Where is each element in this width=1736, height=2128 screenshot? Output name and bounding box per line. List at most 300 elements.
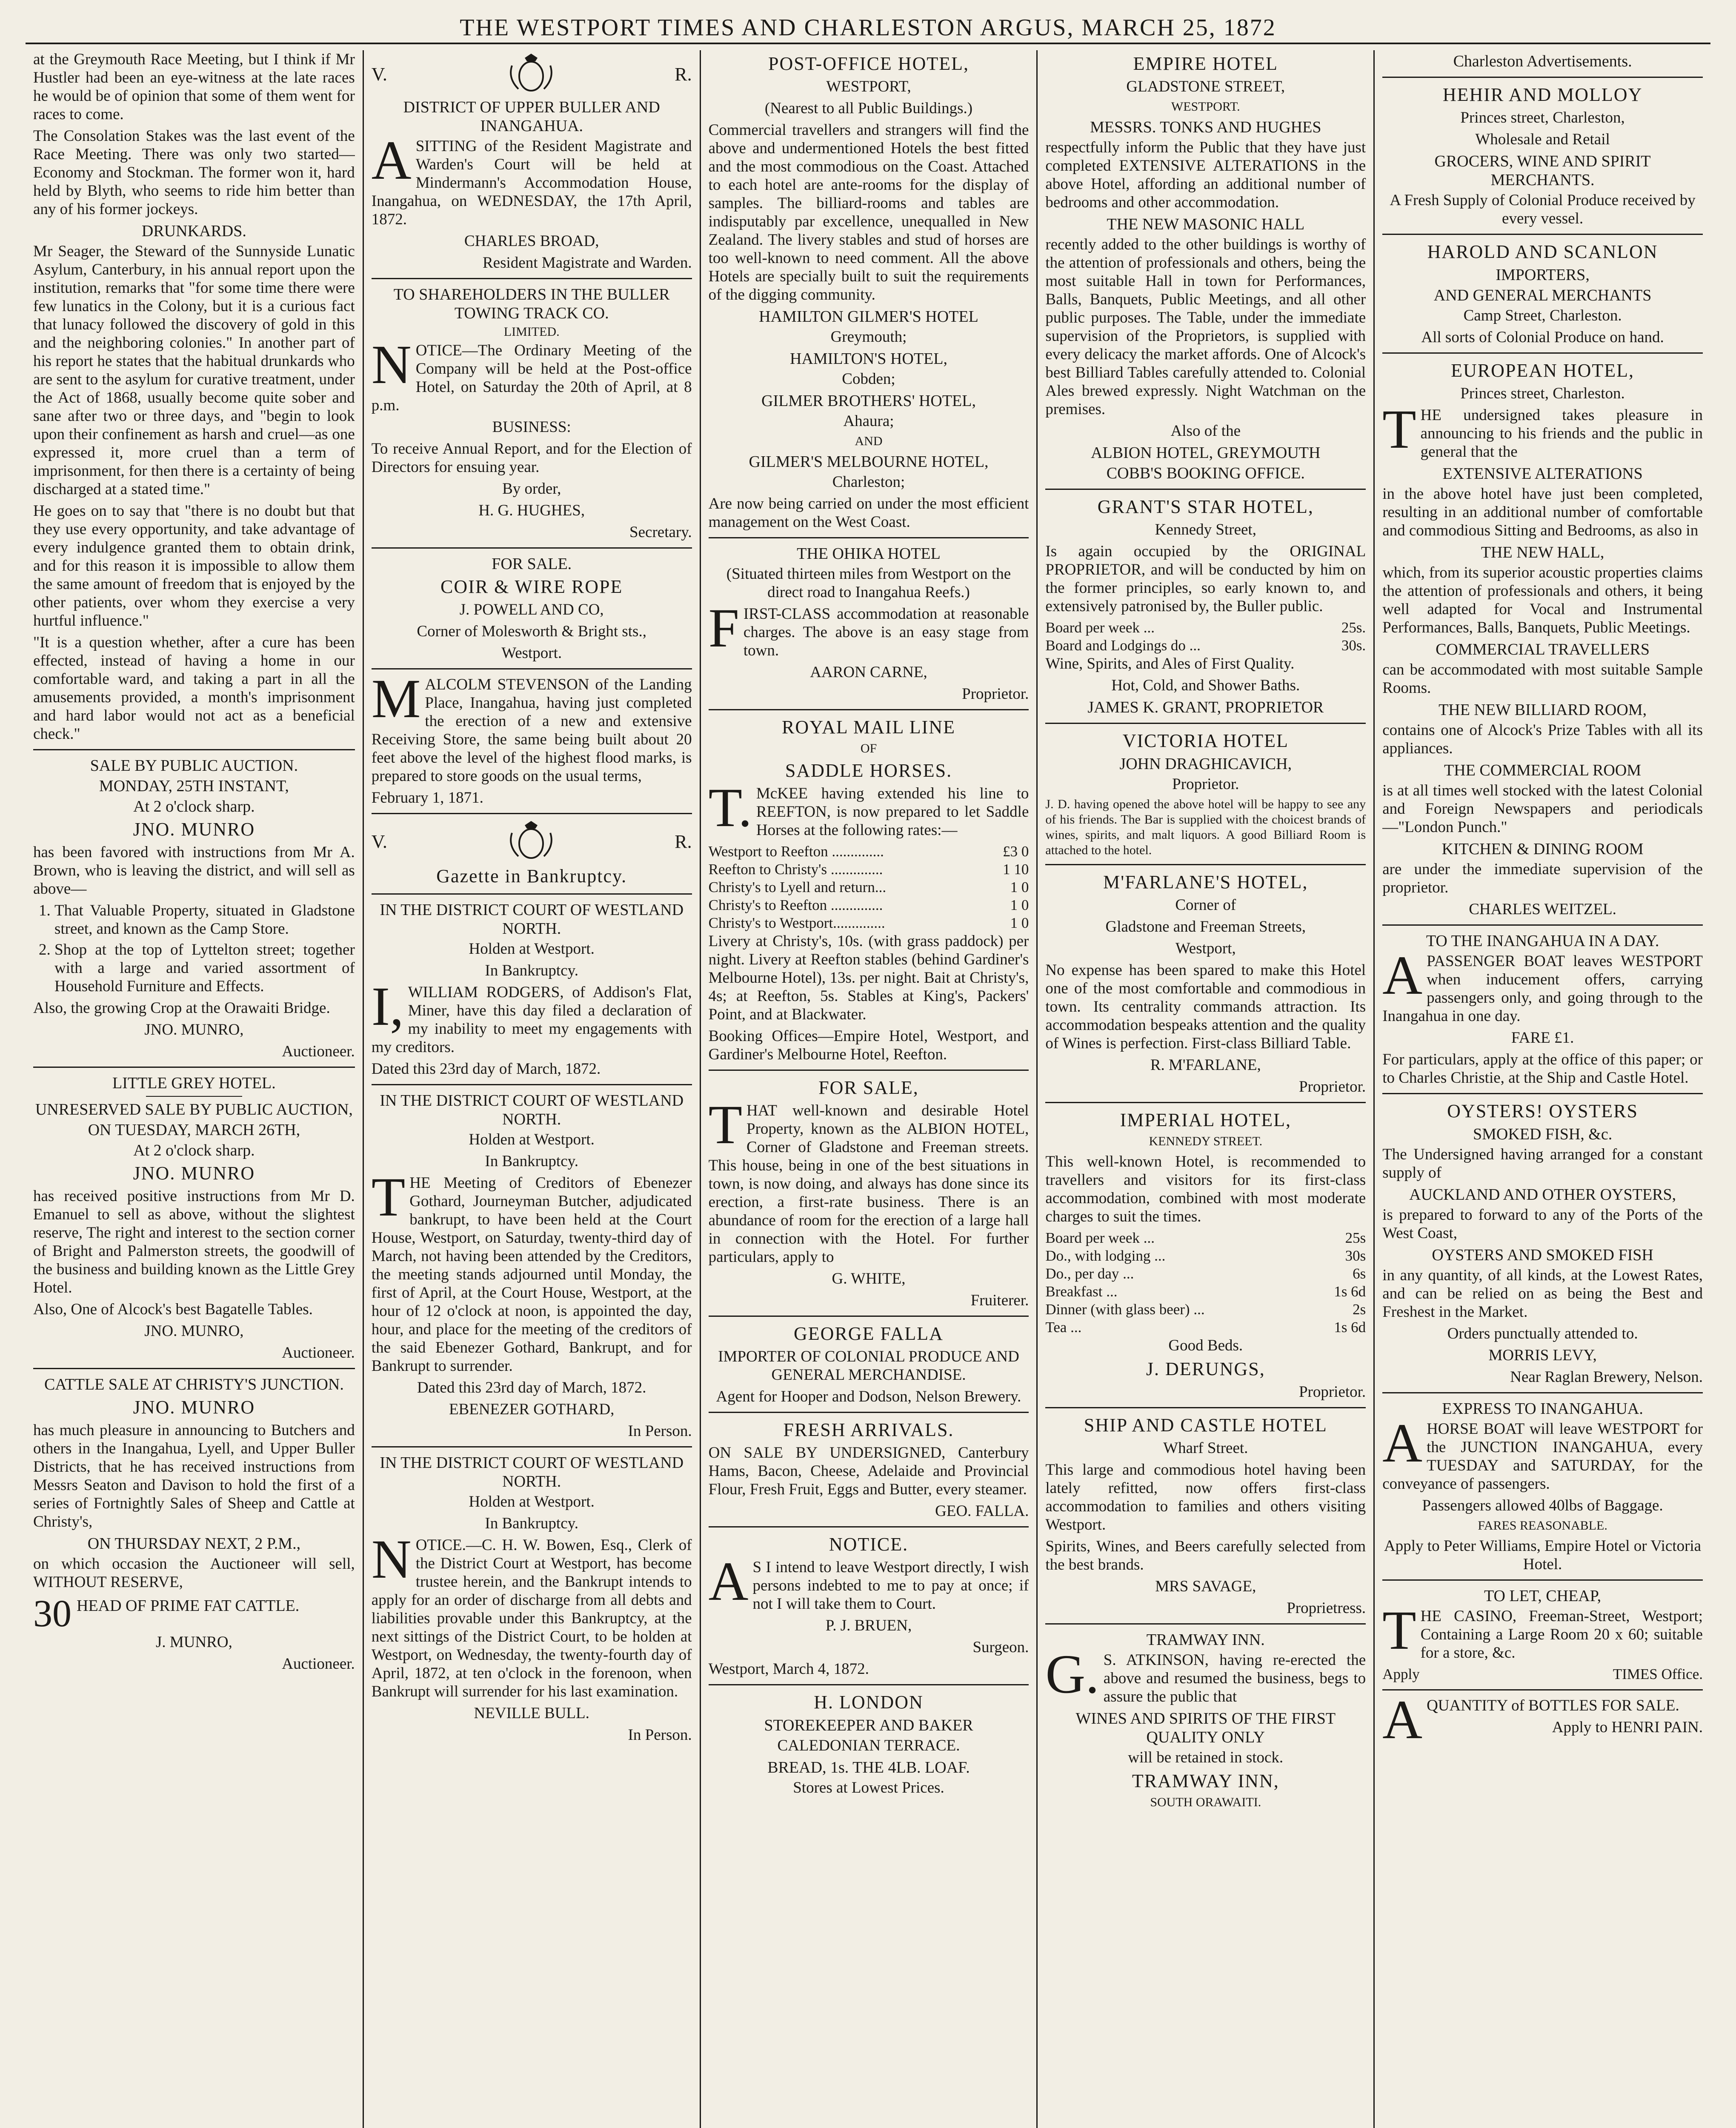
hotel-place: Cobden; [842,370,895,388]
rate-item: Board and Lodgings do ... [1045,637,1201,654]
ad-body: THE CASINO, Freeman-Street, Westport; Containing a Large Room 20 x 60; suitable for a store, &c. [1382,1600,1703,1662]
ad-town: Westport, [1175,940,1236,957]
ad-date: ON THURSDAY NEXT, 2 P.M., [87,1535,301,1553]
auction-ad [33,1074,355,1362]
rate-table [709,843,1029,932]
lot-list [33,901,355,995]
court-signature: EBENEZER GOTHARD, [449,1401,615,1418]
section-title: Gazette in Bankruptcy. [436,866,627,887]
ad-body: THE undersigned takes pleasure in announcing to his friends and the public in general that the [1382,399,1703,460]
ad-subtitle: STOREKEEPER AND BAKER [764,1716,973,1734]
auction-ad [33,756,355,1061]
ad-body: are under the immediate supervision of the proprietor. [1382,861,1703,896]
ad-body: in the above hotel have just been completed, resulting in an additional number of comfortable and commodious Sitting and Bedrooms, as also in [1382,485,1703,539]
ad-body: contains one of Alcock's Prize Tables with all its appliances. [1382,721,1703,757]
divider [1045,1407,1366,1408]
ad-body: No expense has been spared to make this Hotel one of the most comfortable and commodious in town. Its centrality commands attraction. Its accommodation bespeaks attention and the quality of Wines is perfection. First-class Billiard Table. [1045,961,1366,1052]
rate-row [1045,1247,1366,1265]
ad-title: FRESH ARRIVALS. [783,1419,954,1440]
ad-title: IMPERIAL HOTEL, [1120,1110,1291,1130]
ad-body: is prepared to forward to any of the Ports of the West Coast, [1382,1206,1703,1242]
court-held: Holden at Westport. [469,1493,595,1510]
divider [709,537,1029,538]
ad-title: ROYAL MAIL LINE [781,717,955,738]
lot-item: 1. That Valuable Property, situated in Gladstone street, and known as the Camp Store. [54,901,355,938]
divider [372,278,692,279]
rate-price: 2s [1353,1301,1366,1318]
ad-subtitle: IMPORTER OF COLONIAL PRODUCE AND GENERAL MERCHANDISE. [718,1348,1019,1384]
divider [1382,1093,1703,1094]
ad-town: WESTPORT, [826,78,911,95]
ad-body: G.S. ATKINSON, having re-erected the above and resumed the business, begs to assure the public that [1045,1644,1366,1705]
court-title: IN THE DISTRICT COURT OF WESTLAND NORTH. [380,1092,684,1128]
ad-signature: MORRIS LEVY, [1488,1347,1597,1364]
ad-body: ON SALE BY UNDERSIGNED, Canterbury Hams, Bacon, Cheese, Adelaide and Provincial Flour, Fresh Fruit, Eggs and Butter, every steamer. [708,1444,1029,1498]
rate-route: Westport to Reefton .............. [708,843,884,860]
rate-price: 30s [1345,1247,1366,1264]
ad-role: Auctioneer. [282,1043,355,1060]
ad-body: will be retained in stock. [1128,1749,1284,1766]
auctioneer-name: JNO. MUNRO [133,819,255,840]
ad-title: HAROLD AND SCANLON [1427,241,1658,262]
ad-subtitle: (Situated thirteen miles from Westport on the direct road to Inangahua Reefs.) [726,565,1011,601]
column-5 [1373,50,1710,2128]
ad-of: OF [860,741,877,755]
ad-signature: JNO. MUNRO, [144,1021,244,1038]
ad-headline: OYSTERS AND SMOKED FISH [1432,1246,1653,1264]
ad-body: This large and commodious hotel having been lately refitted, now offers first-class accommodation to families and others visiting Westport. [1045,1461,1366,1533]
ad-town: Westport. [501,644,562,662]
ad-headline: COIR & WIRE ROPE [440,576,623,597]
ad-time: At 2 o'clock sharp. [133,798,255,815]
lot-description: HEAD OF PRIME FAT CATTLE. [77,1597,300,1615]
ad-body: Apply to Peter Williams, Empire Hotel or Victoria Hotel. [1384,1537,1702,1573]
ad-headline: EXTENSIVE ALTERATIONS [1442,465,1643,483]
lot-line [33,1595,355,1633]
rate-row [1045,1265,1366,1283]
ad-title: GEORGE FALLA [794,1323,944,1344]
rate-price: 1s 6d [1334,1283,1366,1300]
royal-arms [372,820,692,863]
ad-body: recently added to the other buildings is worthy of the attention of professionals and others, being the most suitable Hall in town for Performances, Balls, Banquets, Public Meetings, and all other public purposes. The Table, under the immediate supervision of the Proprietors, is supplied with every delicacy the market affords. One of Alcock's best Billiard Tables carefully attended to. Colonial Ales brewed expressly. Night Watchman on the premises. [1045,236,1366,418]
divider [1382,1689,1703,1690]
rate-row [1045,1301,1366,1319]
ad-title: EMPIRE HOTEL [1133,53,1278,74]
divider [1382,352,1703,354]
masthead-title: THE WESTPORT TIMES AND CHARLESTON ARGUS, MARCH 25, 1872 [460,14,1276,41]
divider [1382,77,1703,78]
divider [1045,489,1366,490]
rate-route: Christy's to Lyell and return... [708,879,887,895]
rate-price: 1 10 [1003,861,1029,878]
ad-body: APASSENGER BOAT leaves WESTPORT when inducement offers, carrying passengers only, and going through to the Inangahua in one day. [1382,945,1703,1025]
notice-title: DISTRICT OF UPPER BULLER AND INANGAHUA. [403,98,660,135]
ad-headline: THE NEW HALL, [1481,543,1604,561]
article-paragraph: He goes on to say that "there is no doubt but that they use every opportunity, and take advantage of every indulgence granted them to obtain drink, and for this reason it is impossible to allow them the same amount of freedom that is enjoyed by the other patients, over whom they exercise a very hurtful influence." [33,502,355,629]
ad-role: Auctioneer. [282,1344,355,1361]
ad-role: Proprietor. [1298,1078,1366,1095]
ad-body: can be accommodated with most suitable Sample Rooms. [1382,661,1703,697]
ad-body: The Undersigned having arranged for a constant supply of [1382,1146,1703,1181]
ad-body: T.McKEE having extended his line to REEFTON, is now prepared to let Saddle Horses at the following rates:— [708,777,1029,839]
vr-left: V. [371,831,387,852]
divider [709,709,1029,710]
section-header: Charleston Advertisements. [1453,52,1632,70]
ad-title: SHIP AND CASTLE HOTEL [1084,1415,1327,1436]
ad-title: TRAMWAY INN. [1146,1631,1265,1649]
divider [709,1526,1029,1527]
divider [33,749,355,750]
divider [372,1446,692,1447]
hotel-line: HAMILTON'S HOTEL, [790,350,947,368]
divider [33,1067,355,1068]
rate-item: Board per week ... [1045,1230,1155,1246]
court-sub: In Bankruptcy. [485,962,578,979]
ad-office: TIMES Office. [1613,1666,1703,1682]
court-body: THE Meeting of Creditors of Ebenezer Gothard, Journeyman Butcher, adjudicated bankrupt, to have been held at the Court House, Westport, on Saturday, twenty-third day of March, not having been attended by the Creditors, the meeting stands adjourned until Monday, the first of April, at the Court House, Westport, at the hour of 12 o'clock at noon, is appointed the day, hour, and place for the meeting of the creditors of the said Ebenezer Gothard, Bankrupt, and for Bankrupt to surrender. [371,1167,692,1375]
ad-apply-row [1382,1665,1703,1683]
divider [709,1316,1029,1317]
rate-route: Christy's to Reefton .............. [708,897,883,913]
columns [26,50,1710,2128]
ad-body: All sorts of Colonial Produce on hand. [1421,329,1664,346]
notice-body: ASITTING of the Resident Magistrate and Warden's Court will be held at Mindermann's Accommodation House, Inangahua, on WEDNESDAY, the 17th April, 1872. [371,130,692,228]
ad-title: OYSTERS! OYSTERS [1447,1101,1638,1121]
ad-role: Proprietor. [962,685,1029,703]
ad-headline: WINES AND SPIRITS OF THE FIRST QUALITY ONLY [1075,1710,1336,1746]
notice-label: BUSINESS: [492,418,571,436]
rate-row [1045,637,1366,655]
ad-body: Booking Offices—Empire Hotel, Westport, and Gardiner's Melbourne Hotel, Reefton. [708,1027,1029,1063]
rate-price: 25s [1345,1230,1366,1246]
rate-row [1045,1319,1366,1336]
ad-title: POST-OFFICE HOTEL, [768,53,969,74]
ad-signature: G. WHITE, [832,1270,906,1287]
notice-byorder: By order, [502,480,561,498]
ad-title: HEHIR AND MOLLOY [1442,84,1643,105]
ad-title: H. LONDON [814,1692,924,1713]
ad-body: Is again occupied by the ORIGINAL PROPRIETOR, and will be conducted by him on the former principles, so early known to, and extensively patronised by, the Buller public. [1045,543,1366,615]
rate-item: Breakfast ... [1045,1283,1118,1300]
ad-role: Surgeon. [972,1639,1029,1656]
ad-title: EXPRESS TO INANGAHUA. [1442,1400,1643,1418]
notice-role: Secretary. [629,523,692,541]
divider [709,1070,1029,1071]
rate-price: 1 0 [1010,879,1029,895]
divider [1382,234,1703,235]
ad-signature: GEO. FALLA. [935,1502,1029,1520]
ad-subtitle: (Nearest to all Public Buildings.) [764,100,973,117]
ad-subtitle: UNRESERVED SALE BY PUBLIC AUCTION, [35,1101,353,1118]
ad-body: Good Beds. [1168,1337,1243,1354]
hotel-and: AND [855,434,883,448]
divider [1045,864,1366,865]
ad-headline: THE COMMERCIAL ROOM [1444,761,1642,779]
ad-body: Livery at Christy's, 10s. (with grass paddock) per night. Livery at Reefton stables (behind Gardiner's Melbourne Hotel), 13s. per night. Bait at Christy's, 4s; at Reefton, 5s. Stables at King's, Packers' Point, and at Blackwater. [708,932,1029,1023]
court-signature: NEVILLE BULL. [474,1705,589,1722]
divider [372,547,692,549]
ad-title: TO LET, CHEAP, [1484,1587,1602,1605]
column-1 [26,50,363,2128]
race-paragraph: The Consolation Stakes was the last event of the Race Meeting. There was only two started—Economy and Stockman. The former won it, hard held by Blyth, who seems to ride him better than any of his former jockeys. [33,127,355,218]
ad-body: J. D. having opened the above hotel will be happy to see any of his friends. The Bar is supplied with the choicest brands of wines, spirits, and malt liquors. A good Billiard Room is attached to the hotel. [1045,797,1366,857]
rate-price: 25s. [1341,619,1366,636]
ad-name: TRAMWAY INN, [1132,1770,1279,1791]
ad-title: EUROPEAN HOTEL, [1451,360,1635,381]
court-sub: In Bankruptcy. [485,1153,578,1170]
rate-row [1045,619,1366,637]
vr-left: V. [371,63,387,85]
court-title: IN THE DISTRICT COURT OF WESTLAND NORTH. [380,1454,684,1490]
notice-title: TO SHAREHOLDERS IN THE BULLER TOWING TRACK CO. [393,286,670,322]
rate-price: 30s. [1341,637,1366,654]
rate-price: £3 0 [1003,843,1029,860]
divider [1382,924,1703,926]
rate-item: Board per week ... [1045,619,1155,636]
ad-title: CATTLE SALE AT CHRISTY'S JUNCTION. [44,1376,344,1393]
ad-street: Kennedy Street, [1155,521,1256,538]
divider [372,813,692,814]
ad-title: VICTORIA HOTEL [1122,730,1289,751]
rate-row [709,914,1029,932]
divider [372,893,692,895]
ad-firm: J. POWELL AND CO, [459,601,604,618]
ad-date: ON TUESDAY, MARCH 26TH, [88,1121,300,1139]
divider [1382,1579,1703,1581]
ad-body: Orders punctually attended to. [1447,1325,1638,1342]
ad-apply: Apply to HENRI PAIN. [1552,1719,1703,1736]
notice-body: NOTICE—The Ordinary Meeting of the Company will be held at the Post-office Hotel, on Saturday the 20th of April, at 8 p.m. [371,334,692,414]
hotel-line: GILMER'S MELBOURNE HOTEL, [749,453,989,471]
ad-fares: FARES REASONABLE. [1478,1519,1607,1533]
ad-body: Stores at Lowest Prices. [793,1779,944,1796]
rate-row [709,878,1029,896]
ad-signature: P. J. BRUEN, [825,1617,912,1634]
ad-body: Are now being carried on under the most efficient management on the West Coast. [708,495,1029,531]
ad-body: Commercial travellers and strangers will find the above and undermentioned Hotels the best fitted and the most commodious on the Coast. Attached to each hotel are ante-rooms for the display of samples. The billiard-rooms and tables are indisputably par excellence, unequalled in New Zealand. The livery stables and stud of horses are too well-known to need comment. All the above Hotels are specially built to suit the requirements of the digging community. [708,121,1029,303]
ad-role: Fruiterer. [970,1292,1029,1309]
ad-body: has received positive instructions from Mr D. Emanuel to sell as above, without the slightest reserve, The right and interest to the section corner of Bright and Palmerston streets, the goodwill of the business and building known as the Little Grey Hotel. [33,1187,355,1296]
ad-body: Passengers allowed 40lbs of Baggage. [1422,1497,1663,1514]
ad-body: FIRST-CLASS accommodation at reasonable charges. The above is an easy stage from town. [708,598,1029,659]
race-paragraph: at the Greymouth Race Meeting, but I think if Mr Hustler had been an eye-witness at the late races he would be of opinion that some of them went for races to come. [33,51,355,123]
ad-body: has much pleasure in announcing to Butchers and others in the Inangahua, Lyell, and Upper Buller Districts, that he has received instructions from Messrs Seaton and Davison to hold the first of a series of Fortnightly Sales of Sheep and Cattle at Christy's, [33,1422,355,1530]
court-role: In Person. [628,1726,692,1744]
rate-row [709,843,1029,861]
ad-address: Princes street, Charleston. [1460,385,1625,402]
ad-role: Proprietor. [1298,1383,1366,1401]
ad-signature: J. DERUNGS, [1146,1359,1265,1379]
ad-time: At 2 o'clock sharp. [133,1141,255,1159]
lot-count: 30 [33,1595,71,1633]
hotel-line: GILMER BROTHERS' HOTEL, [761,392,976,410]
rate-row [709,861,1029,878]
ad-body: Hot, Cold, and Shower Baths. [1111,677,1300,694]
auctioneer-name: JNO. MUNRO [133,1397,255,1418]
divider [33,1368,355,1369]
article-paragraph: "It is a question whether, after a cure has been effected, instead of having a home in our comfortable ward, and taking a part in all the amusements provided, a month's imprisonment and hard labor would not act as a beneficial check." [33,634,355,743]
divider [1045,1102,1366,1103]
ad-body: Spirits, Wines, and Beers carefully selected from the best brands. [1045,1538,1366,1573]
column-2 [363,50,700,2128]
ad-body: respectfully inform the Public that they have just completed EXTENSIVE ALTERATIONS in the above Hotel, affording an additional number of bedrooms and other accommodation. [1045,139,1366,211]
ad-title: FOR SALE, [818,1077,919,1098]
article-title: DRUNKARDS. [141,222,246,240]
ad-owners: MESSRS. TONKS AND HUGHES [1090,118,1321,136]
court-held: Holden at Westport. [469,940,595,958]
ad-body: MALCOLM STEVENSON of the Landing Place, Inangahua, having just completed the erection of a new and extensive Receiving Store, the same being built about 20 feet above the level of the highest flood marks, is prepared to store goods on the usual terms, [371,668,692,785]
ad-headline: AUCKLAND AND OTHER OYSTERS, [1409,1186,1676,1204]
rate-price: 1 0 [1010,897,1029,913]
divider [709,1412,1029,1413]
short-divider [146,1096,243,1097]
vr-right: R. [675,63,692,85]
ad-body: Also, the growing Crop at the Orawaiti Bridge. [33,999,330,1017]
rate-item: Tea ... [1045,1319,1082,1336]
ad-body: AQUANTITY of BOTTLES FOR SALE. [1382,1689,1679,1750]
ad-signature: AARON CARNE, [810,664,927,681]
court-sub: In Bankruptcy. [485,1515,578,1532]
rate-row [1045,1229,1366,1247]
ad-headline: KITCHEN & DINING ROOM [1441,840,1644,858]
ad-title: FOR SALE. [492,555,572,573]
ad-subtitle: SMOKED FISH, &c. [1473,1125,1613,1143]
ad-subtitle: Wholesale and Retail [1475,131,1610,148]
ad-body: AS I intend to leave Westport directly, I wish persons indebted to me to pay at once; if not I will take them to Court. [708,1551,1029,1613]
ad-signature: JNO. MUNRO, [144,1322,244,1340]
ad-body: which, from its superior acoustic properties claims the attention of professionals and others, it being well adapted for Vocal and Instrumental Performances, Balls, Banquets, Public Meetings. [1382,564,1703,636]
ad-title: GRANT'S STAR HOTEL, [1097,496,1314,517]
court-body: I,WILLIAM RODGERS, of Addison's Flat, Miner, have this day filed a declaration of my inability to meet my engagements with my creditors. [371,976,692,1056]
ad-headline: BREAD, 1s. THE 4LB. LOAF. [767,1759,970,1776]
notice-signature: CHARLES BROAD, [464,232,599,250]
ad-body: in any quantity, of all kinds, at the Lowest Rates, and can be relied on as being the Best and Freshest in the Market. [1382,1267,1703,1321]
ad-street: Wharf Street. [1163,1439,1248,1457]
ad-body: A Fresh Supply of Colonial Produce received by every vessel. [1390,192,1696,227]
ad-headline: ALBION HOTEL, GREYMOUTH [1091,444,1321,462]
rate-row [1045,1283,1366,1301]
ad-also: Also of the [1170,422,1241,440]
ad-street: KENNEDY STREET. [1149,1134,1263,1148]
ad-body: For particulars, apply at the office of this paper; or to Charles Christie, at the Ship and Castle Hotel. [1382,1051,1703,1087]
royal-arms [372,53,692,95]
notice-signature: H. G. HUGHES, [478,502,585,519]
divider [1045,723,1366,724]
ad-body: This well-known Hotel, is recommended to travellers and visitors for its first-class accommodation, combined with most moderate charges to suit the times. [1045,1153,1366,1225]
coat-of-arms-icon [499,820,563,863]
coat-of-arms-icon [499,53,563,95]
rate-item: Do., per day ... [1045,1265,1134,1282]
ad-signature: R. M'FARLANE, [1150,1056,1261,1074]
ad-subtitle: SADDLE HORSES. [785,760,952,781]
ad-address: Corner of Molesworth & Bright sts., [417,623,646,640]
rate-price: 1 0 [1010,915,1029,931]
ad-headline: COMMERCIAL TRAVELLERS [1436,641,1650,658]
ad-title: TO THE INANGAHUA IN A DAY. [1426,932,1659,950]
court-body: NOTICE.—C. H. W. Bowen, Esq., Clerk of the District Court at Westport, has become trustee herein, and the Bankrupt intends to apply for an order of discharge from all debts and liabilities provable under this Bankruptcy, at the next sittings of the District Court, to be holden at Westport, on Wednesday, the twenty-fourth day of April, 1872, at ten o'clock in the forenoon, when Bankrupt will surrender for his last examination. [371,1529,692,1700]
column-4 [1036,50,1373,2128]
notice-role: Resident Magistrate and Warden. [483,254,692,272]
auctioneer-name: JNO. MUNRO [133,1163,255,1184]
masthead [26,13,1710,44]
ad-body: on which occasion the Auctioneer will sell, WITHOUT RESERVE, [33,1555,355,1591]
ad-fare: FARE £1. [1511,1029,1574,1047]
court-held: Holden at Westport. [469,1131,595,1148]
ad-body: is at all times well stocked with the latest Colonial and Foreign Newspapers and periodicals—"London Punch." [1382,782,1703,836]
court-title: IN THE DISTRICT COURT OF WESTLAND NORTH. [380,901,684,938]
hotel-place: Greymouth; [830,328,907,346]
ad-title: SALE BY PUBLIC AUCTION. [90,757,298,775]
rate-item: Do., with lodging ... [1045,1247,1166,1264]
ad-title: NOTICE. [829,1534,909,1555]
ad-role: Proprietor. [1172,775,1239,793]
ad-body: has been favored with instructions from Mr A. Brown, who is leaving the district, and will sell as above— [33,844,355,898]
ad-title: LITTLE GREY HOTEL. [112,1074,276,1092]
ad-date: Westport, March 4, 1872. [708,1660,869,1678]
ad-signature: JAMES K. GRANT, PROPRIETOR [1087,698,1324,716]
ad-role: Auctioneer. [282,1655,355,1673]
ad-signature: CHARLES WEITZEL. [1469,901,1616,918]
ad-name: JOHN DRAGHICAVICH, [1119,755,1292,773]
hotel-line: HAMILTON GILMER'S HOTEL [759,308,978,326]
court-role: In Person. [628,1422,692,1440]
notice-subtitle: LIMITED. [503,325,560,339]
ad-headline: THE NEW BILLIARD ROOM, [1439,701,1647,719]
article-paragraph: Mr Seager, the Steward of the Sunnyside Lunatic Asylum, Canterbury, in his annual report upon the institution, remarks that "for some time there were few lunatics in the Colony, but it is a curious fact that lunacy followed the discovery of gold in this and the neighboring colonies." In another part of his report he states that the habitual drunkards who are sent to the asylum for curative treatment, under the Act of 1868, usually become quite sober and sane after two or three days, and "begin to look upon their confinement as harsh and cruel—as one expressed it, more cruel than a term of imprisonment, for then there is a certainty of being discharged at a stated time." [33,243,355,498]
rate-item: Dinner (with glass beer) ... [1045,1301,1205,1318]
ad-body: THAT well-known and desirable Hotel Property, known as the ALBION HOTEL, Corner of Gladstone and Freeman streets. This house, being in one of the best situations in town, is now doing, and always has done since its erection, a first-rate business. There is an abundance of room for the erection of a large hall in connection with the Hotel. For further particulars, apply to [708,1094,1029,1266]
lot-item: 2. Shop at the top of Lyttelton street; together with a large and varied assortment of Household Furniture and Effects. [54,941,355,995]
ad-signature: J. MUNRO, [155,1633,232,1651]
ad-headline: THE NEW MASONIC HALL [1107,215,1305,233]
ad-trade: AND GENERAL MERCHANTS [1433,286,1652,304]
ad-trade: GROCERS, WINE AND SPIRIT MERCHANTS. [1434,152,1651,189]
ad-date: February 1, 1871. [371,789,483,807]
auction-ad [33,1375,355,1673]
ad-address: Near Raglan Brewery, Nelson. [1510,1368,1703,1386]
ad-street: Gladstone and Freeman Streets, [1105,918,1306,935]
ad-body: Also, One of Alcock's best Bagatelle Tables. [33,1301,313,1318]
ad-place: SOUTH ORAWAITI. [1150,1795,1261,1809]
rate-route: Reefton to Christy's .............. [708,861,883,878]
divider [1045,1623,1366,1625]
notice-body: To receive Annual Report, and for the Election of Directors for ensuing year. [371,440,692,476]
ad-body: AHORSE BOAT will leave WESTPORT for the JUNCTION INANGAHUA, every TUESDAY and SATURDAY, for the conveyance of passengers. [1382,1413,1703,1493]
rate-row [709,896,1029,914]
court-dated: Dated this 23rd day of March, 1872. [417,1379,646,1396]
divider [372,1084,692,1085]
ad-title: M'FARLANE'S HOTEL, [1103,872,1308,892]
rate-price: 6s [1353,1265,1366,1282]
ad-address: CALEDONIAN TERRACE. [777,1737,960,1754]
ad-town: WESTPORT. [1171,100,1240,114]
ad-address: Princes street, Charleston, [1460,109,1625,126]
divider [709,1684,1029,1685]
hotel-place: Charleston; [832,473,905,491]
ad-address: Camp Street, Charleston. [1463,307,1622,324]
ad-signature: MRS SAVAGE, [1155,1578,1256,1595]
ad-date: MONDAY, 25TH INSTANT, [99,777,289,795]
ad-headline: COBB'S BOOKING OFFICE. [1106,464,1305,482]
court-dated: Dated this 23rd day of March, 1872. [371,1060,601,1078]
ad-title: THE OHIKA HOTEL [797,545,941,563]
ad-corner: Corner of [1175,896,1236,914]
rate-route: Christy's to Westport.............. [708,915,885,931]
ad-apply: Apply [1382,1666,1420,1682]
ad-role: Proprietress. [1287,1599,1366,1617]
ad-body: Wine, Spirits, and Ales of First Quality. [1045,655,1295,672]
ad-street: GLADSTONE STREET, [1126,78,1285,95]
